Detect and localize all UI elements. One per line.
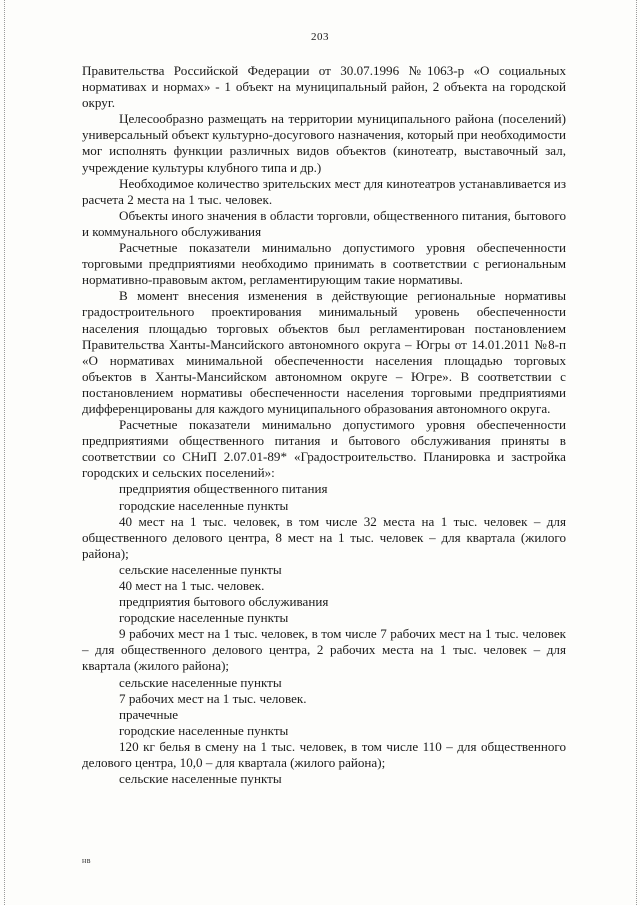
page-number: 203 [311, 31, 329, 43]
paragraph: Необходимое количество зрительских мест для кинотеатров устанавливается из расчета 2 места на 1 тыс. человек. [82, 175, 566, 207]
paragraph: 40 мест на 1 тыс. человек, в том числе 32 места на 1 тыс. человек – для общественного делового центра, 8 мест на 1 тыс. человек – для квартала (жилого района); [82, 513, 566, 561]
paragraph: Расчетные показатели минимально допустимого уровня обеспеченности торговыми предприятиями необходимо принимать в соответствии с региональным нормативно-правовым актом, регламентирующим такие нормативы. [82, 240, 566, 288]
paragraph: 120 кг белья в смену на 1 тыс. человек, в том числе 110 – для общественного делового центра, 10,0 – для квартала (жилого района); [82, 738, 566, 771]
paragraph: городские населенные пункты [119, 610, 289, 626]
paragraph: Целесообразно размещать на территории муниципального района (поселений) универсальный объект культурно-досугового назначения, который при необходимости мог исполнять функции различных видов объектов (кинотеатр, выставочный зал, учреждение культуры клубного типа и др.) [82, 111, 566, 175]
paragraph: сельские населенные пункты [119, 561, 282, 577]
paragraph: 9 рабочих мест на 1 тыс. человек, в том числе 7 рабочих мест на 1 тыс. человек – для общественного делового центра, 2 рабочих места на 1 тыс. человек – для квартала (жилого района); [82, 626, 566, 674]
paragraph: Правительства Российской Федерации от 30.07.1996 №1063-р «О социальных нормативах и нормах» - 1 объект на муниципальный район, 2 объекта на городской округ. [82, 63, 566, 111]
paragraph: городские населенные пункты [119, 497, 289, 513]
paragraph: В момент внесения изменения в действующие региональные нормативы градостроительного проектирования минимальный уровень обеспеченности населения площадью торговых объектов был регламентирован постановлением Правительства Ханты-Мансийского автономного округа – Югры от 14.01.2011 №8-п «О нормативах минимальной обеспеченности населения площадью торговых объектов в Ханты-Мансийском автономном округе – Югре». В соответствии с постановлением нормативы обеспеченности населения торговыми предприятиями дифференцированы для каждого муниципального образования автономного округа. [82, 288, 566, 416]
footer-mark: нв [82, 856, 92, 865]
page-edge-right [636, 0, 637, 905]
document-body [82, 63, 566, 787]
paragraph: Расчетные показатели минимально допустимого уровня обеспеченности предприятиями общественного питания и бытового обслуживания приняты в соответствии со СНиП 2.07.01-89* «Градостроительство. Планировка и застройка городских и сельских поселений»: [82, 417, 566, 481]
paragraph: сельские населенные пункты [119, 674, 282, 690]
paragraph: 40 мест на 1 тыс. человек. [119, 578, 265, 593]
paragraph: 7 рабочих мест на 1 тыс. человек. [119, 690, 307, 706]
paragraph: предприятия бытового обслуживания [119, 594, 329, 610]
paragraph: прачечные [119, 706, 179, 722]
paragraph: сельские населенные пункты [119, 771, 282, 787]
paragraph: предприятия общественного питания [119, 481, 328, 497]
paragraph: городские населенные пункты [119, 722, 289, 738]
paragraph: Объекты иного значения в области торговли, общественного питания, бытового и коммунального обслуживания [82, 207, 566, 239]
page-edge-left [4, 0, 5, 905]
